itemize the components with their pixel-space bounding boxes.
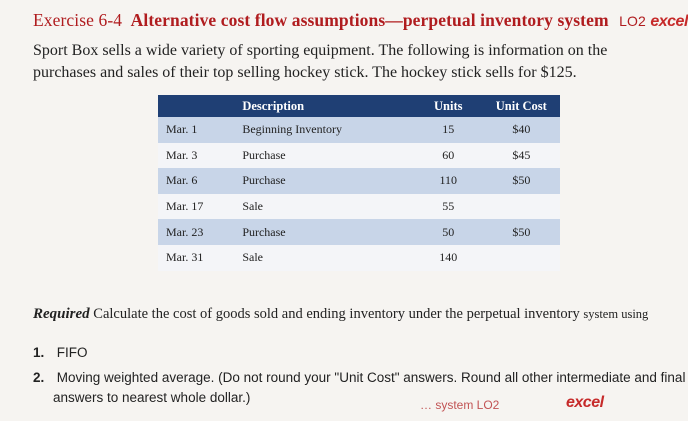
header-units: Units	[414, 95, 483, 117]
list-number: 1.	[33, 345, 45, 360]
required-label: Required	[33, 306, 90, 322]
exercise-topic: Alternative cost flow assumptions—perpetual inventory system	[130, 10, 609, 30]
cell-unit-cost: $50	[483, 219, 560, 245]
exercise-title	[33, 10, 688, 31]
inventory-table	[158, 95, 560, 271]
cell-description: Beginning Inventory	[242, 117, 414, 143]
learning-objective: LO2	[619, 13, 646, 29]
cell-units: 55	[414, 194, 483, 220]
list-item	[33, 370, 685, 385]
cell-unit-cost: $45	[483, 143, 560, 169]
excel-logo-icon	[650, 13, 688, 30]
cell-date: Mar. 23	[158, 219, 242, 245]
table-header-row	[158, 95, 560, 117]
table-row	[158, 143, 560, 169]
header-date	[158, 95, 242, 117]
header-unit-cost: Unit Cost	[483, 95, 560, 117]
cell-description: Purchase	[242, 168, 414, 194]
cell-units: 140	[414, 245, 483, 271]
list-text-continuation: answers to nearest whole dollar.)	[53, 390, 251, 405]
table-row	[158, 245, 560, 271]
list-number: 2.	[33, 370, 45, 385]
excel-logo-icon	[566, 394, 604, 412]
cell-units: 60	[414, 143, 483, 169]
cell-date: Mar. 1	[158, 117, 242, 143]
list-text: Moving weighted average. (Do not round your "Unit Cost" answers. Round all other intermediate and final	[56, 370, 686, 385]
cell-date: Mar. 6	[158, 168, 242, 194]
cell-units: 110	[414, 168, 483, 194]
cell-description: Purchase	[242, 143, 414, 169]
cell-description: Purchase	[242, 219, 414, 245]
cell-date: Mar. 17	[158, 194, 242, 220]
header-description: Description	[242, 95, 414, 117]
cell-description: Sale	[242, 245, 414, 271]
table-row	[158, 219, 560, 245]
table-row	[158, 194, 560, 220]
exercise-number: Exercise 6-4	[33, 10, 123, 30]
table-row	[158, 117, 560, 143]
cell-unit-cost	[483, 245, 560, 271]
cell-unit-cost: $40	[483, 117, 560, 143]
list-item	[33, 345, 88, 360]
list-text: FIFO	[56, 345, 88, 360]
intro-paragraph: Sport Box sells a wide variety of sporting equipment. The following is information on the purchases and sales of their top selling hockey stick. The hockey stick sells for $125.	[33, 42, 608, 81]
table-row	[158, 168, 560, 194]
required-instructions	[33, 306, 648, 323]
required-text: Calculate the cost of goods sold and ending inventory under the perpetual inventory	[93, 306, 580, 322]
excel-logo-text: excel	[566, 394, 604, 411]
cell-units: 15	[414, 117, 483, 143]
cell-date: Mar. 3	[158, 143, 242, 169]
cell-date: Mar. 31	[158, 245, 242, 271]
required-text-small: system using	[583, 307, 649, 321]
excel-logo-text: excel	[650, 13, 688, 30]
next-exercise-partial: … system LO2	[420, 398, 500, 412]
cell-description: Sale	[242, 194, 414, 220]
cell-unit-cost: $50	[483, 168, 560, 194]
cell-units: 50	[414, 219, 483, 245]
cell-unit-cost	[483, 194, 560, 220]
